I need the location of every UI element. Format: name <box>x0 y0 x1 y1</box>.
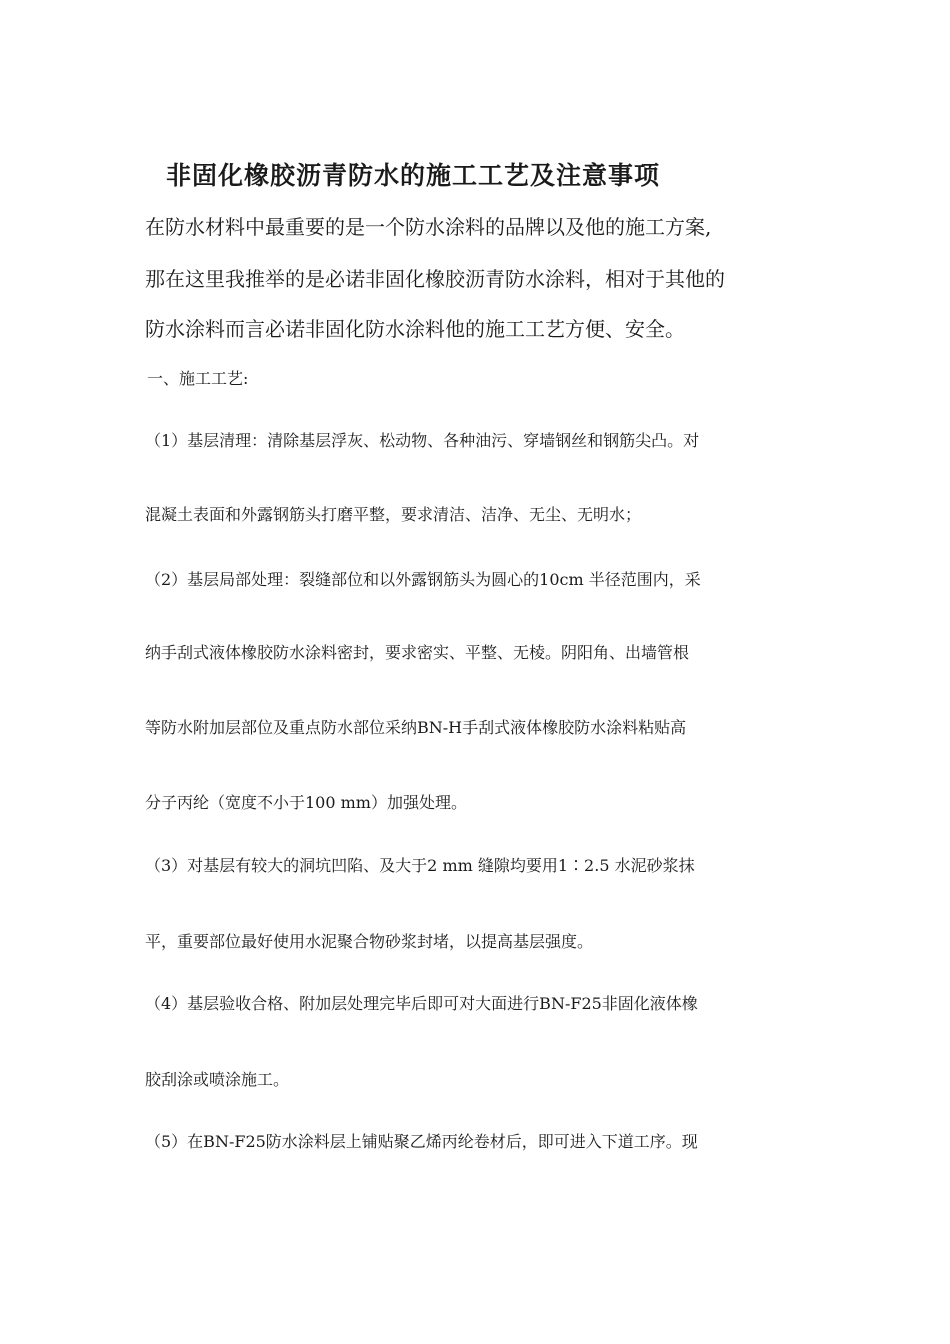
intro-line-1: 在防水材料中最重要的是一个防水涂料的品牌以及他的施工方案, <box>145 215 712 239</box>
body-line-6: 分子丙纶（宽度不小于100 mm）加强处理。 <box>145 793 467 812</box>
section-heading: 一、施工工艺: <box>147 369 249 388</box>
intro-line-2: 那在这里我推举的是必诺非固化橡胶沥青防水涂料，相对于其他的 <box>145 267 725 291</box>
body-line-11: （5）在BN-F25防水涂料层上铺贴聚乙烯丙纶卷材后，即可进入下道工序。现 <box>145 1132 698 1151</box>
body-line-1: （1）基层清理：清除基层浮灰、松动物、各种油污、穿墙钢丝和钢筋尖凸。对 <box>145 431 700 450</box>
body-line-9: （4）基层验收合格、附加层处理完毕后即可对大面进行BN-F25非固化液体橡 <box>145 994 698 1013</box>
body-line-2: 混凝土表面和外露钢筋头打磨平整，要求清洁、洁净、无尘、无明水； <box>145 505 642 524</box>
body-line-5: 等防水附加层部位及重点防水部位采纳BN-H手刮式液体橡胶防水涂料粘贴高 <box>145 718 687 737</box>
body-line-10: 胶刮涂或喷涂施工。 <box>145 1070 290 1089</box>
body-line-8: 平，重要部位最好使用水泥聚合物砂浆封堵，以提高基层强度。 <box>145 932 594 951</box>
intro-line-3: 防水涂料而言必诺非固化防水涂料他的施工工艺方便、安全。 <box>145 317 685 341</box>
body-line-4: 纳手刮式液体橡胶防水涂料密封，要求密实、平整、无棱。阴阳角、出墙管根 <box>145 643 690 662</box>
document-title: 非固化橡胶沥青防水的施工工艺及注意事项 <box>166 161 661 190</box>
body-line-7: （3）对基层有较大的洞坑凹陷、及大于2 mm 缝隙均要用1∶2.5 水泥砂浆抹 <box>145 856 695 875</box>
body-line-3: （2）基层局部处理：裂缝部位和以外露钢筋头为圆心的10cm 半径范围内，采 <box>145 570 701 589</box>
